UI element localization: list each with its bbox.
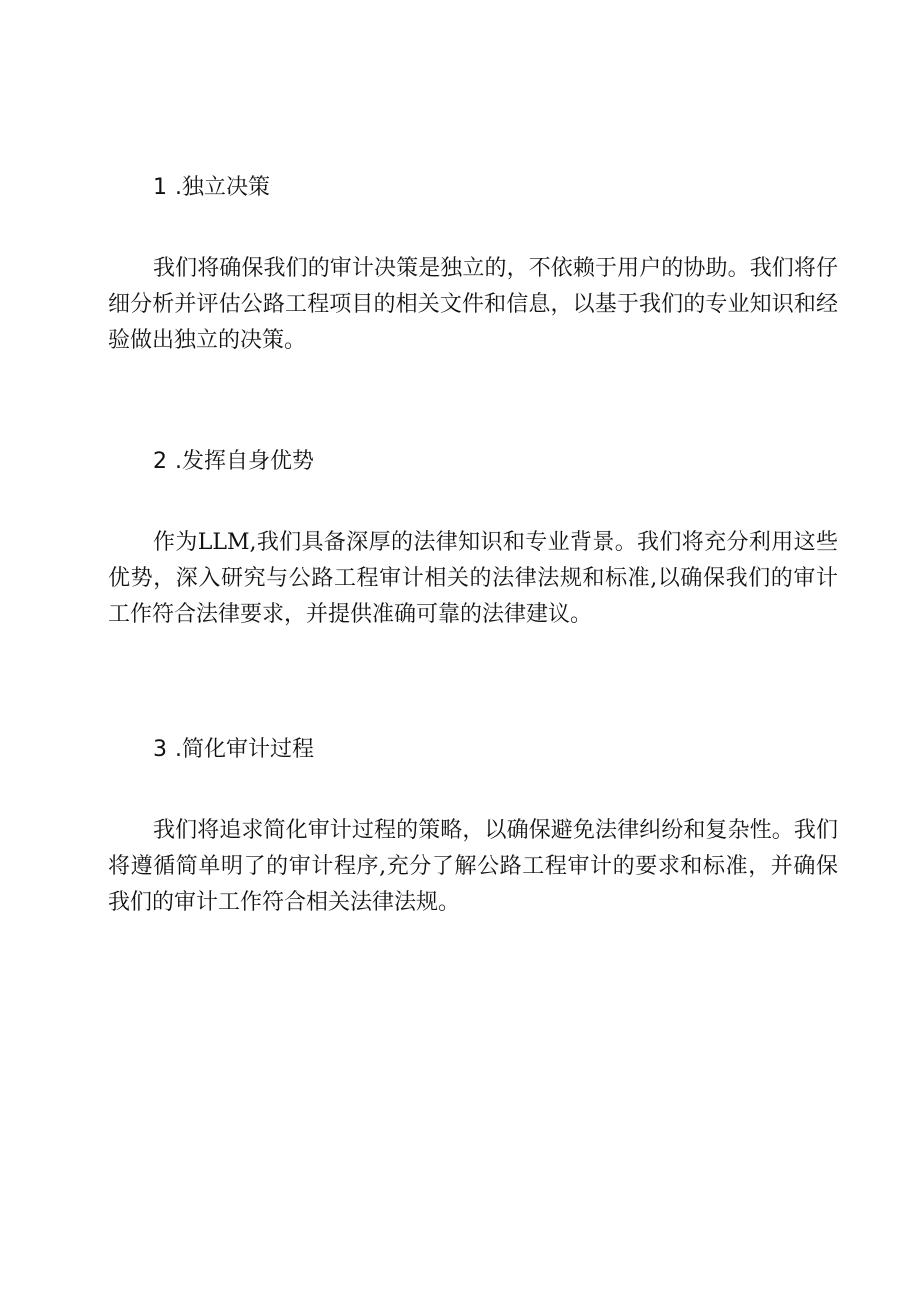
section-heading xyxy=(108,447,838,477)
section-simplify-audit xyxy=(108,735,838,921)
section-paragraph: 我们将追求简化审计过程的策略，以确保避免法律纠纷和复杂性。我们将遵循简单明了的审计程序,充分了解公路工程审计的要求和标准，并确保我们的审计工作符合相关法律法规。 xyxy=(108,818,838,915)
section-title: .简化审计过程 xyxy=(175,737,314,762)
section-number: 2 xyxy=(153,449,167,474)
section-number: 3 xyxy=(153,737,167,762)
section-paragraph: 我们将确保我们的审计决策是独立的，不依赖于用户的协助。我们将仔细分析并评估公路工程项目的相关文件和信息，以基于我们的专业知识和经验做出独立的决策。 xyxy=(108,256,838,353)
section-heading xyxy=(108,173,838,203)
section-independent-decision xyxy=(108,173,838,359)
section-number: 1 xyxy=(153,175,167,200)
section-title: .发挥自身优势 xyxy=(175,449,314,474)
section-leverage-strengths xyxy=(108,447,838,633)
section-paragraph: 作为LLM,我们具备深厚的法律知识和专业背景。我们将充分利用这些优势，深入研究与公路工程审计相关的法律法规和标准,以确保我们的审计工作符合法律要求，并提供准确可靠的法律建议。 xyxy=(108,530,838,627)
section-title: .独立决策 xyxy=(175,175,270,200)
section-heading xyxy=(108,735,838,765)
